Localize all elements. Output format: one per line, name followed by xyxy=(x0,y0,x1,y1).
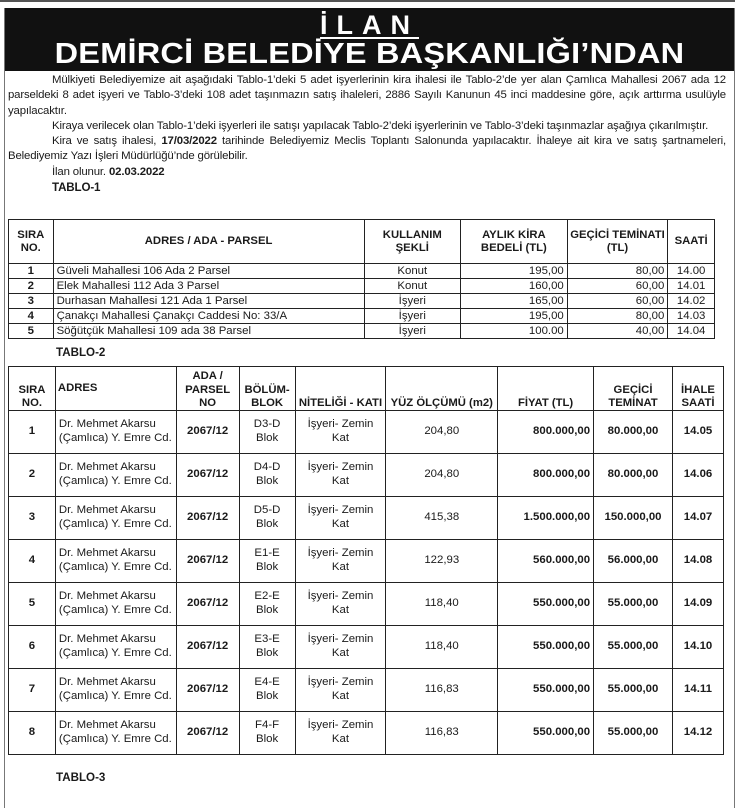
t2-header-saat: İHALE SAATİ xyxy=(672,367,723,411)
tablo2-row xyxy=(9,669,724,712)
t2-cell-parsel: 2067/12 xyxy=(176,583,239,626)
t2-cell-sira: 1 xyxy=(9,411,56,454)
t1-cell-kullanim: İşyeri xyxy=(364,294,460,309)
t1-cell-saat: 14.03 xyxy=(668,309,715,324)
t1-cell-sira: 1 xyxy=(9,264,54,279)
t1-cell-adres: Durhasan Mahallesi 121 Ada 1 Parsel xyxy=(53,294,364,309)
notice-banner xyxy=(5,8,734,71)
t2-cell-parsel: 2067/12 xyxy=(176,454,239,497)
t2-cell-olcum: 116,83 xyxy=(386,712,498,755)
t1-header-sira: SIRA NO. xyxy=(9,220,54,264)
t2-cell-adres: Dr. Mehmet Akarsu (Çamlıca) Y. Emre Cd. xyxy=(55,540,176,583)
t2-cell-nitelik: İşyeri- Zemin Kat xyxy=(295,411,386,454)
t2-cell-sira: 7 xyxy=(9,669,56,712)
notice-body xyxy=(8,73,726,195)
t2-cell-parsel: 2067/12 xyxy=(176,626,239,669)
tablo2-row xyxy=(9,583,724,626)
t2-cell-parsel: 2067/12 xyxy=(176,669,239,712)
t2-cell-teminat: 80.000,00 xyxy=(594,454,673,497)
t2-cell-nitelik: İşyeri- Zemin Kat xyxy=(295,454,386,497)
t2-cell-adres: Dr. Mehmet Akarsu (Çamlıca) Y. Emre Cd. xyxy=(55,411,176,454)
announcement-line xyxy=(8,165,726,180)
t2-header-sira: SIRA NO. xyxy=(9,367,56,411)
t2-cell-fiyat: 550.000,00 xyxy=(498,583,594,626)
announcement-text: İlan olunur. xyxy=(52,165,109,178)
t2-header-olcum: YÜZ ÖLÇÜMÜ (m2) xyxy=(386,367,498,411)
t2-header-teminat: GEÇİCİ TEMİNAT xyxy=(594,367,673,411)
t2-cell-olcum: 118,40 xyxy=(386,583,498,626)
tablo3-label: TABLO-3 xyxy=(56,771,106,784)
t2-cell-sira: 2 xyxy=(9,454,56,497)
t1-cell-kira: 195,00 xyxy=(460,309,567,324)
t2-cell-adres: Dr. Mehmet Akarsu (Çamlıca) Y. Emre Cd. xyxy=(55,497,176,540)
t1-header-adres: ADRES / ADA - PARSEL xyxy=(53,220,364,264)
tablo2-row xyxy=(9,712,724,755)
t2-cell-sira: 4 xyxy=(9,540,56,583)
tablo2-row xyxy=(9,411,724,454)
t1-header-saat: SAATİ xyxy=(668,220,715,264)
t2-cell-fiyat: 800.000,00 xyxy=(498,411,594,454)
t1-header-kira: AYLIK KİRA BEDELİ (TL) xyxy=(460,220,567,264)
t2-cell-nitelik: İşyeri- Zemin Kat xyxy=(295,669,386,712)
t2-cell-fiyat: 800.000,00 xyxy=(498,454,594,497)
t2-cell-adres: Dr. Mehmet Akarsu (Çamlıca) Y. Emre Cd. xyxy=(55,669,176,712)
t2-cell-saat: 14.05 xyxy=(672,411,723,454)
tablo1-label: TABLO-1 xyxy=(52,181,101,195)
t2-cell-blok: D3-D Blok xyxy=(239,411,295,454)
t2-cell-olcum: 204,80 xyxy=(386,411,498,454)
t2-cell-teminat: 56.000,00 xyxy=(594,540,673,583)
auction-text-post: tarihinde Belediyemiz Meclis Toplantı Salonunda yapılacaktır. İhaleye ait kira ve satış şartnameleri, Belediyemiz Yazı İşleri Müdürlüğü’nde görülebilir. xyxy=(8,135,726,163)
t1-cell-kullanim: Konut xyxy=(364,264,460,279)
t2-cell-blok: D4-D Blok xyxy=(239,454,295,497)
t1-cell-kira: 100.00 xyxy=(460,324,567,339)
top-rule xyxy=(0,0,735,2)
t2-cell-saat: 14.10 xyxy=(672,626,723,669)
notice-title: İLAN xyxy=(320,10,419,40)
t1-header-kullanim: KULLANIM ŞEKLİ xyxy=(364,220,460,264)
t2-cell-adres: Dr. Mehmet Akarsu (Çamlıca) Y. Emre Cd. xyxy=(55,626,176,669)
tablo2-row xyxy=(9,626,724,669)
tablo2-row xyxy=(9,454,724,497)
auction-text-pre: Kira ve satış ihalesi, xyxy=(52,135,162,148)
t2-cell-teminat: 55.000,00 xyxy=(594,669,673,712)
t2-cell-parsel: 2067/12 xyxy=(176,540,239,583)
t2-cell-adres: Dr. Mehmet Akarsu (Çamlıca) Y. Emre Cd. xyxy=(55,454,176,497)
t1-cell-adres: Elek Mahallesi 112 Ada 3 Parsel xyxy=(53,279,364,294)
t2-cell-teminat: 55.000,00 xyxy=(594,626,673,669)
t2-cell-nitelik: İşyeri- Zemin Kat xyxy=(295,497,386,540)
auction-date: 17/03/2022 xyxy=(161,135,217,148)
tablo1-header-row xyxy=(9,220,715,264)
organization-name: DEMİRCİ BELEDİYE BAŞKANLIĞI’NDAN xyxy=(54,38,685,70)
t1-cell-sira: 4 xyxy=(9,309,54,324)
t1-cell-saat: 14.00 xyxy=(668,264,715,279)
t1-cell-kullanim: Konut xyxy=(364,279,460,294)
t2-cell-saat: 14.12 xyxy=(672,712,723,755)
t2-cell-nitelik: İşyeri- Zemin Kat xyxy=(295,583,386,626)
intro-paragraph-3 xyxy=(8,134,726,165)
t1-cell-adres: Güveli Mahallesi 106 Ada 2 Parsel xyxy=(53,264,364,279)
tablo1-row xyxy=(9,309,715,324)
t2-cell-olcum: 415,38 xyxy=(386,497,498,540)
t2-cell-fiyat: 560.000,00 xyxy=(498,540,594,583)
t1-cell-teminat: 40,00 xyxy=(567,324,668,339)
t2-header-adres: ADRES xyxy=(55,367,176,411)
t1-cell-sira: 5 xyxy=(9,324,54,339)
t1-cell-teminat: 80,00 xyxy=(567,309,668,324)
t2-cell-adres: Dr. Mehmet Akarsu (Çamlıca) Y. Emre Cd. xyxy=(55,712,176,755)
t1-cell-kira: 195,00 xyxy=(460,264,567,279)
tablo1-row xyxy=(9,294,715,309)
t2-cell-nitelik: İşyeri- Zemin Kat xyxy=(295,626,386,669)
t1-cell-saat: 14.02 xyxy=(668,294,715,309)
t2-cell-saat: 14.08 xyxy=(672,540,723,583)
t2-cell-teminat: 150.000,00 xyxy=(594,497,673,540)
t2-cell-fiyat: 550.000,00 xyxy=(498,669,594,712)
tablo2-header-row xyxy=(9,367,724,411)
tablo2-table xyxy=(8,366,724,755)
t2-cell-olcum: 118,40 xyxy=(386,626,498,669)
t1-cell-sira: 2 xyxy=(9,279,54,294)
t2-cell-saat: 14.09 xyxy=(672,583,723,626)
t2-cell-blok: F4-F Blok xyxy=(239,712,295,755)
t2-cell-sira: 5 xyxy=(9,583,56,626)
t2-cell-nitelik: İşyeri- Zemin Kat xyxy=(295,712,386,755)
announcement-date: 02.03.2022 xyxy=(108,165,165,178)
t2-header-nitelik: NİTELİĞİ - KATI xyxy=(295,367,386,411)
t2-header-blok: BÖLÜM- BLOK xyxy=(239,367,295,411)
t2-cell-olcum: 122,93 xyxy=(386,540,498,583)
t1-cell-saat: 14.01 xyxy=(668,279,715,294)
t2-cell-teminat: 55.000,00 xyxy=(594,583,673,626)
t2-header-fiyat: FİYAT (TL) xyxy=(498,367,594,411)
t2-cell-olcum: 204,80 xyxy=(386,454,498,497)
t1-cell-adres: Çanakçı Mahallesi Çanakçı Caddesi No: 33/A xyxy=(53,309,364,324)
t1-cell-sira: 3 xyxy=(9,294,54,309)
t1-cell-adres: Söğütçük Mahallesi 109 ada 38 Parsel xyxy=(53,324,364,339)
t2-cell-blok: E2-E Blok xyxy=(239,583,295,626)
tablo2-row xyxy=(9,540,724,583)
t2-cell-parsel: 2067/12 xyxy=(176,497,239,540)
t2-cell-adres: Dr. Mehmet Akarsu (Çamlıca) Y. Emre Cd. xyxy=(55,583,176,626)
t1-cell-teminat: 60,00 xyxy=(567,279,668,294)
tablo1-row xyxy=(9,324,715,339)
t1-cell-kullanim: İşyeri xyxy=(364,309,460,324)
t2-cell-saat: 14.11 xyxy=(672,669,723,712)
t2-cell-sira: 6 xyxy=(9,626,56,669)
t2-cell-teminat: 80.000,00 xyxy=(594,411,673,454)
intro-paragraph-2: Kiraya verilecek olan Tablo-1’deki işyerleri ile satışı yapılacak Tablo-2’deki işyerlerinin ve Tablo-3’deki taşınmazlar aşağıya çıkarılmıştır. xyxy=(52,119,709,132)
t2-cell-nitelik: İşyeri- Zemin Kat xyxy=(295,540,386,583)
intro-paragraph-1: Mülkiyeti Belediyemize ait aşağıdaki Tablo-1’deki 5 adet işyerlerinin kira ihalesi ile Tablo-2’de yer alan Çamlıca Mahallesi 2067 ada 12 parseldeki 8 adet işyeri ve Tablo-3’deki 108 adet taşınmazın satış ihaleleri, 2886 Sayılı Kanunun 45 inci maddesine göre, açık arttırma usulüyle yapılacaktır. xyxy=(8,74,726,117)
t2-cell-sira: 8 xyxy=(9,712,56,755)
t2-cell-fiyat: 550.000,00 xyxy=(498,626,594,669)
t1-cell-teminat: 60,00 xyxy=(567,294,668,309)
t2-cell-blok: E4-E Blok xyxy=(239,669,295,712)
t1-cell-kira: 160,00 xyxy=(460,279,567,294)
t2-header-parsel: ADA / PARSEL NO xyxy=(176,367,239,411)
t2-cell-fiyat: 1.500.000,00 xyxy=(498,497,594,540)
t2-cell-saat: 14.07 xyxy=(672,497,723,540)
t2-cell-sira: 3 xyxy=(9,497,56,540)
tablo1-table xyxy=(8,219,715,339)
t2-cell-teminat: 55.000,00 xyxy=(594,712,673,755)
t2-cell-saat: 14.06 xyxy=(672,454,723,497)
tablo2-label: TABLO-2 xyxy=(56,346,106,359)
t2-cell-parsel: 2067/12 xyxy=(176,712,239,755)
tablo1-row xyxy=(9,264,715,279)
t1-cell-saat: 14.04 xyxy=(668,324,715,339)
t2-cell-blok: D5-D Blok xyxy=(239,497,295,540)
t2-cell-blok: E3-E Blok xyxy=(239,626,295,669)
t2-cell-olcum: 116,83 xyxy=(386,669,498,712)
t1-cell-kira: 165,00 xyxy=(460,294,567,309)
t2-cell-blok: E1-E Blok xyxy=(239,540,295,583)
tablo1-row xyxy=(9,279,715,294)
t1-cell-kullanim: İşyeri xyxy=(364,324,460,339)
t2-cell-fiyat: 550.000,00 xyxy=(498,712,594,755)
t1-cell-teminat: 80,00 xyxy=(567,264,668,279)
t2-cell-parsel: 2067/12 xyxy=(176,411,239,454)
tablo2-row xyxy=(9,497,724,540)
t1-header-teminat: GEÇİCİ TEMİNATI (TL) xyxy=(567,220,668,264)
